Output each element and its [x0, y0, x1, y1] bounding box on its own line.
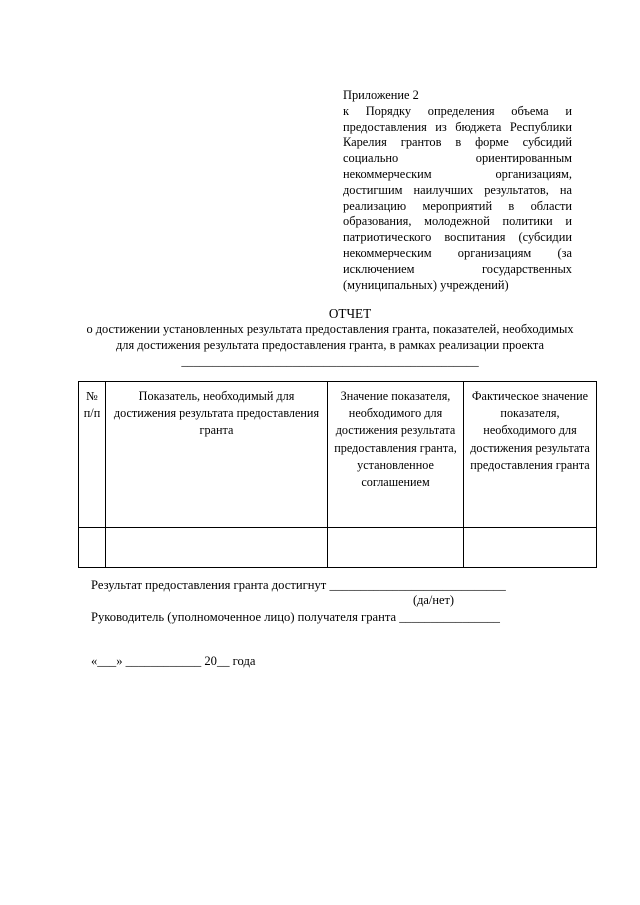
table-header-row [79, 382, 597, 528]
report-table [78, 381, 597, 568]
table-cell-actual-value [464, 528, 597, 568]
table-cell-number [79, 528, 106, 568]
header-actual-value: Фактическое значение показателя, необходимого для достижения результата предоставления гранта [464, 382, 597, 528]
table-cell-planned-value [328, 528, 464, 568]
date-line: «___» ____________ 20__ года [91, 654, 256, 668]
header-number: № п/п [79, 382, 106, 528]
report-subtitle: о достижении установленных результата предоставления гранта, показателей, необходимых для достижения результата предоставления гранта, в рамках реализации проекта ________________________________________________ [86, 322, 574, 368]
table-cell-indicator [106, 528, 328, 568]
appendix-text: к Порядку определения объема и предоставления из бюджета Республики Карелия грантов в форме субсидий социально ориентированным некоммерческим организациям, достигшим наилучших результатов, на реализацию мероприятий в области образования, молодежной политики и патриотического воспитания (субсидии некоммерческим организациям (за исключением государственных (муниципальных) учреждений) [343, 103, 572, 292]
head-signature-line: Руководитель (уполномоченное лицо) получателя гранта ________________ [91, 610, 500, 624]
appendix-block [343, 88, 572, 293]
table-row [79, 528, 597, 568]
report-title: ОТЧЕТ [328, 306, 372, 321]
result-yes-no-note: (да/нет) [413, 593, 455, 607]
header-planned-value: Значение показателя, необходимого для достижения результата предоставления гранта, установленное соглашением [328, 382, 464, 528]
header-indicator: Показатель, необходимый для достижения результата предоставления гранта [106, 382, 328, 528]
appendix-title: Приложение 2 [343, 88, 419, 102]
result-achieved-line: Результат предоставления гранта достигнут ____________________________ [91, 578, 506, 592]
